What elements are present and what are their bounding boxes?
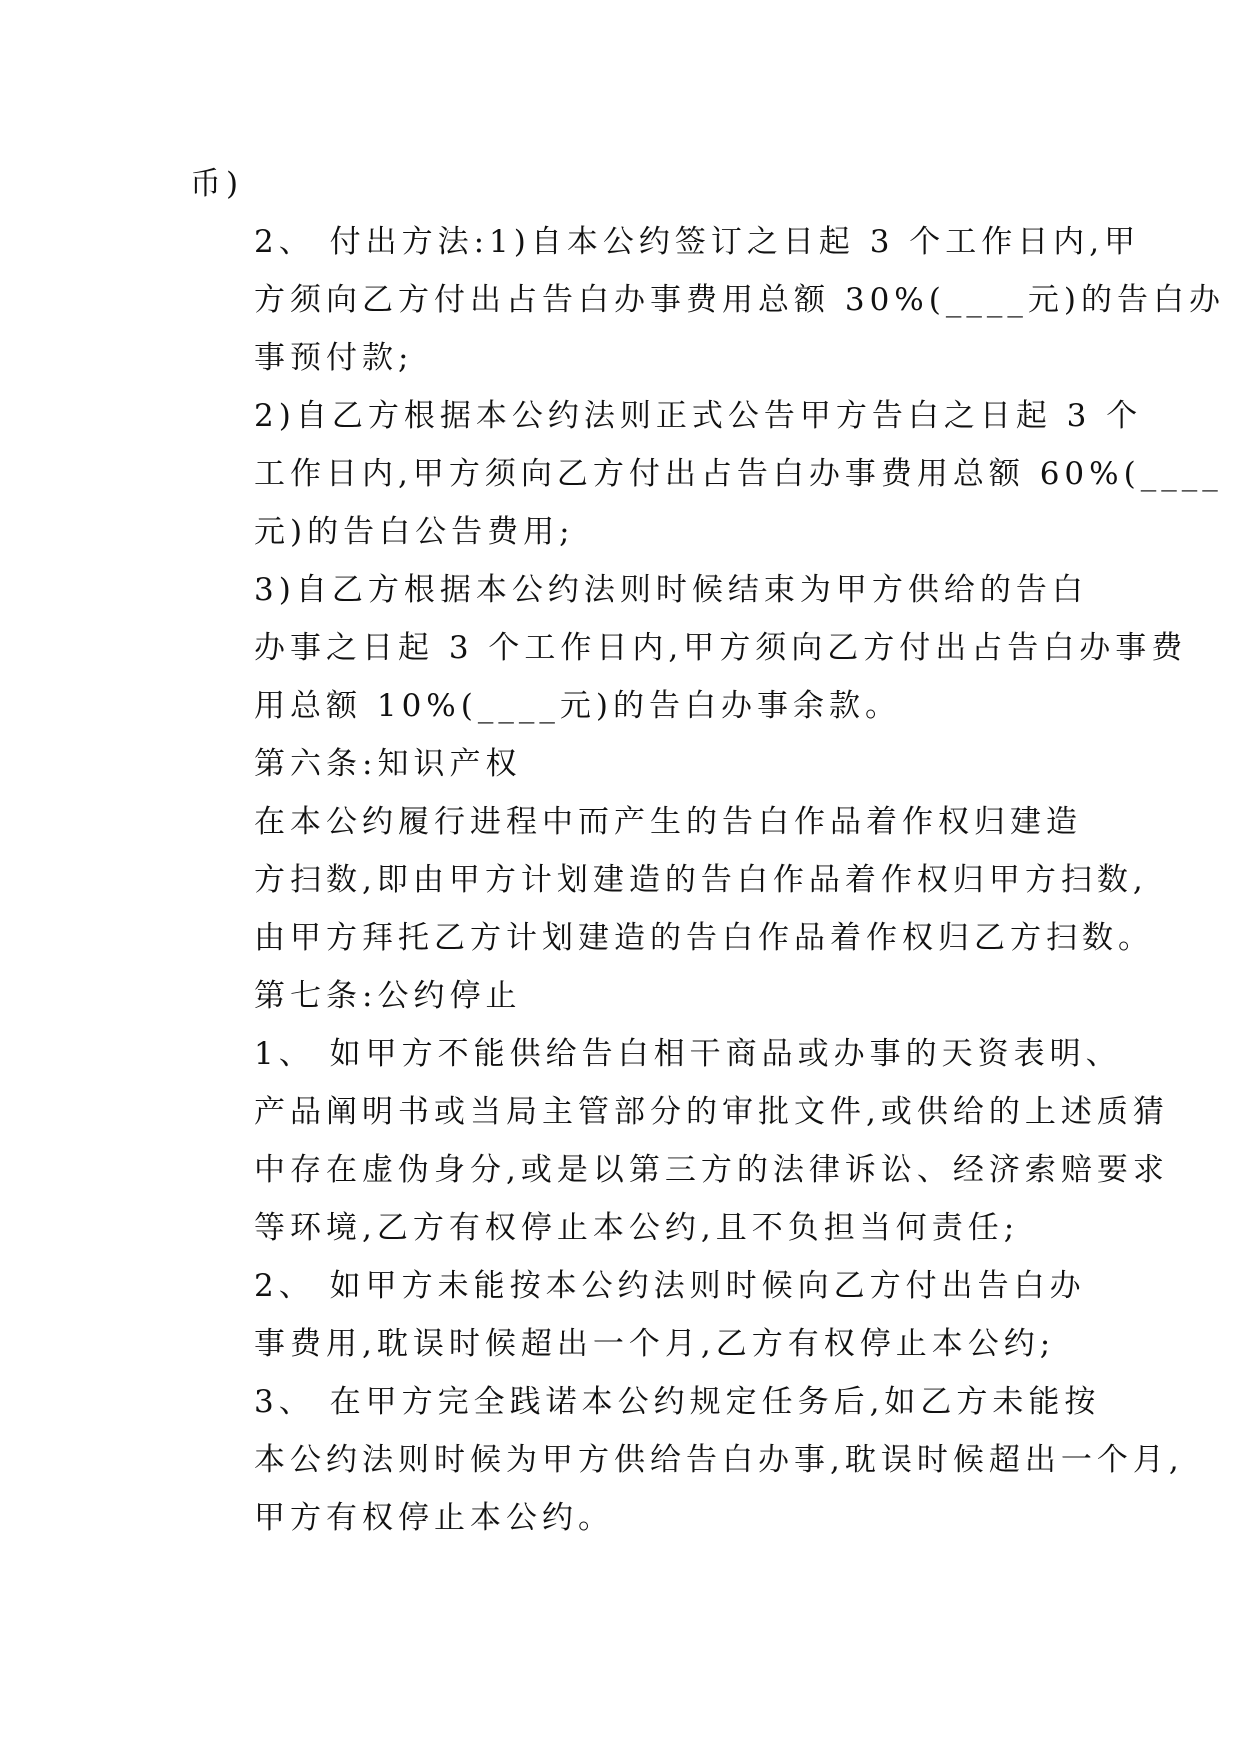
text-line: 2、 如甲方未能按本公约法则时候向乙方付出告白办	[254, 1268, 1086, 1304]
paragraph-payment-method-2	[190, 387, 1223, 561]
text-line: 产品阐明书或当局主管部分的审批文件,或供给的上述质猜	[254, 1094, 1169, 1130]
heading-line: 第七条:公约停止	[254, 978, 522, 1014]
text-line: 元)的告白公告费用;	[254, 514, 575, 550]
paragraph-article-7-item-3	[190, 1373, 1184, 1547]
text-line: 方须向乙方付出占告白办事费用总额 30%(____元)的告白办	[254, 282, 1225, 318]
paragraph-payment-method-1	[190, 213, 1225, 387]
text-line: 2、 付出方法:1)自本公约签订之日起 3 个工作日内,甲	[254, 224, 1141, 260]
text-line: 等环境,乙方有权停止本公约,且不负担当何责任;	[254, 1210, 1020, 1246]
paragraph-article-7-item-1	[190, 1025, 1169, 1257]
text-line: 甲方有权停止本公约。	[254, 1500, 614, 1536]
text-line: 工作日内,甲方须向乙方付出占告白办事费用总额 60%(____	[254, 456, 1223, 492]
paragraph-article-6-body	[190, 793, 1154, 967]
text-line: 办事之日起 3 个工作日内,甲方须向乙方付出占告白办事费	[254, 630, 1188, 666]
text-line: 币)	[190, 166, 244, 202]
article-6-heading	[190, 735, 1050, 793]
text-line: 事费用,耽误时候超出一个月,乙方有权停止本公约;	[254, 1326, 1056, 1362]
text-line: 2)自乙方根据本公约法则正式公告甲方告白之日起 3 个	[254, 398, 1143, 434]
paragraph-article-7-item-2	[190, 1257, 1086, 1373]
text-line: 方扫数,即由甲方计划建造的告白作品着作权归甲方扫数,	[254, 862, 1148, 898]
text-line: 1、 如甲方不能供给告白相干商品或办事的天资表明、	[254, 1036, 1122, 1072]
contract-text	[190, 155, 1225, 1547]
text-line: 用总额 10%(____元)的告白办事余款。	[254, 688, 901, 724]
paragraph-currency-tail	[190, 155, 1050, 213]
text-line: 中存在虚伪身分,或是以第三方的法律诉讼、经济索赔要求	[254, 1152, 1169, 1188]
heading-line: 第六条:知识产权	[254, 746, 522, 782]
paragraph-payment-method-3	[190, 561, 1188, 735]
text-line: 在本公约履行进程中而产生的告白作品着作权归建造	[254, 804, 1082, 840]
text-line: 由甲方拜托乙方计划建造的告白作品着作权归乙方扫数。	[254, 920, 1154, 956]
text-line: 本公约法则时候为甲方供给告白办事,耽误时候超出一个月,	[254, 1442, 1184, 1478]
text-line: 事预付款;	[254, 340, 414, 376]
text-line: 3)自乙方根据本公约法则时候结束为甲方供给的告白	[254, 572, 1088, 608]
article-7-heading	[190, 967, 1050, 1025]
text-line: 3、 在甲方完全践诺本公约规定任务后,如乙方未能按	[254, 1384, 1101, 1420]
